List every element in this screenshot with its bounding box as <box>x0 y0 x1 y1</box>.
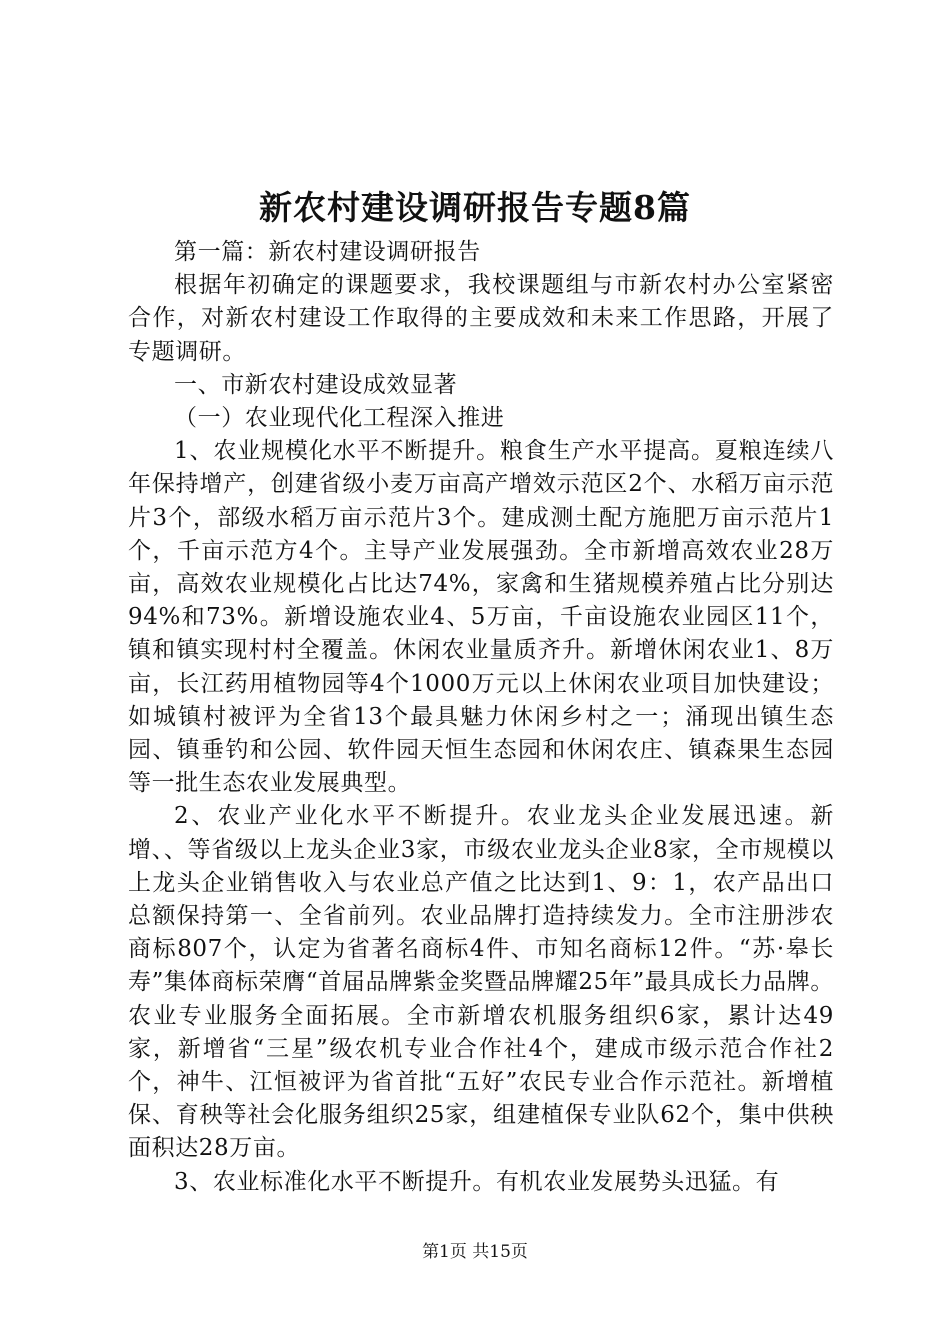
document-title: 新农村建设调研报告专题8篇 <box>259 188 691 227</box>
paragraph: 3、农业标准化水平不断提升。有机农业发展势头迅猛。有 <box>174 1168 780 1195</box>
section-heading: 第一篇：新农村建设调研报告 <box>174 239 481 265</box>
page-footer: 第1页 共15页 <box>422 1242 528 1262</box>
subsection-heading: （一）农业现代化工程深入推进 <box>174 405 505 432</box>
paragraph: 1、农业规模化水平不断提升。粮食生产水平提高。夏粮连续八年保持增产，创建省级小麦万亩高产增效示范区2个、水稻万亩示范片3个，部级水稻万亩示范片3个。建成测土配方施肥万亩示范片1个，千亩示范方4个。主导产业发展强劲。全市新增高效农业28万亩，高效农业规模化占比达74%，家禽和生猪规模养殖占比分别达94%和73%。新增设施农业4、5万亩，千亩设施农业园区11个，镇和镇实现村村全覆盖。休闲农业量质齐升。新增休闲农业1、8万亩，长江药用植物园等4个1000万元以上休闲农业项目加快建设；如城镇村被评为全省13个最具魅力休闲乡村之一；涌现出镇生态园、镇垂钓和公园、软件园天恒生态园和休闲农庄、镇森果生态园等一批生态农业发展典型。 <box>128 438 834 797</box>
document-body <box>128 236 834 1199</box>
paragraph: 根据年初确定的课题要求，我校课题组与市新农村办公室紧密合作，对新农村建设工作取得的主要成效和未来工作思路，开展了专题调研。 <box>128 272 834 365</box>
paragraph: 2、农业产业化水平不断提升。农业龙头企业发展迅速。新增、、等省级以上龙头企业3家，市级农业龙头企业8家，全市规模以上龙头企业销售收入与农业总产值之比达到1、9：1，农产品出口总额保持第一、全省前列。农业品牌打造持续发力。全市注册涉农商标807个，认定为省著名商标4件、市知名商标12件。“苏·皋长寿”集体商标荣膺“首届品牌紫金奖暨品牌耀25年”最具成长力品牌。农业专业服务全面拓展。全市新增农机服务组织6家，累计达49家，新增省“三星”级农机专业合作社4个，建成市级示范合作社2个，神牛、江恒被评为省首批“五好”农民专业合作示范社。新增植保、育秧等社会化服务组织25家，组建植保专业队62个，集中供秧面积达28万亩。 <box>128 803 834 1162</box>
section-heading: 一、市新农村建设成效显著 <box>174 371 458 398</box>
